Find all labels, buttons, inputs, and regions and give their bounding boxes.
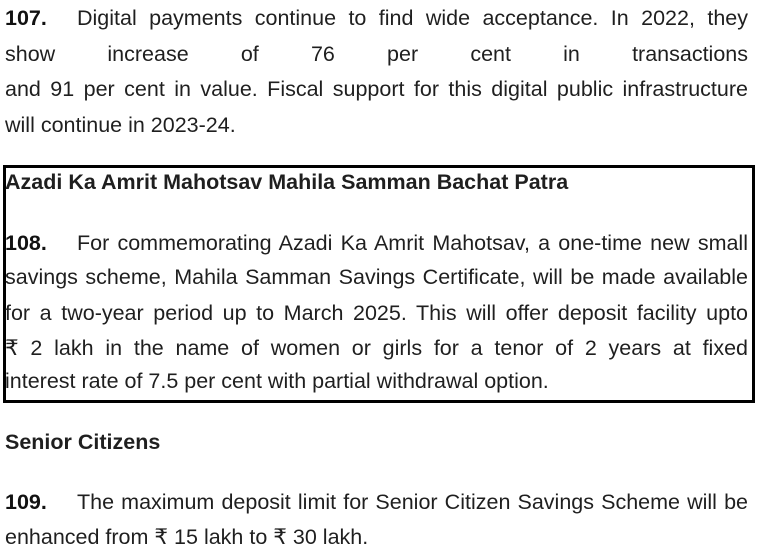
paragraph-108-line-4: ₹ 2 lakh in the name of women or girls for a tenor of 2 years at fixed [5,336,748,360]
paragraph-number: 108. [5,231,47,255]
paragraph-107-line-2: show increase of 76 per cent in transactions [5,42,748,66]
paragraph-text: For commemorating Azadi Ka Amrit Mahotsav, a one-time new small [77,231,748,255]
section-heading-mahila-samman: Azadi Ka Amrit Mahotsav Mahila Samman Bachat Patra [5,170,569,194]
paragraph-108-line-1 [5,230,748,256]
section-heading-senior-citizens: Senior Citizens [5,430,161,454]
paragraph-108-line-2: savings scheme, Mahila Samman Savings Certificate, will be made available [5,265,748,289]
paragraph-109-line-2: enhanced from ₹ 15 lakh to ₹ 30 lakh. [5,525,369,549]
paragraph-107-line-3: and 91 per cent in value. Fiscal support for this digital public infrastructure [5,77,748,101]
paragraph-text: Digital payments continue to find wide acceptance. In 2022, they [77,6,748,30]
paragraph-107-line-4: will continue in 2023-24. [5,113,236,137]
paragraph-109-line-1 [5,489,748,515]
paragraph-number: 109. [5,490,47,514]
paragraph-108-line-3: for a two-year period up to March 2025. This will offer deposit facility upto [5,301,748,325]
paragraph-text: The maximum deposit limit for Senior Citizen Savings Scheme will be [77,490,748,514]
paragraph-108-line-5: interest rate of 7.5 per cent with partial withdrawal option. [5,369,549,393]
paragraph-107-line-1 [5,5,748,31]
paragraph-number: 107. [5,6,47,30]
